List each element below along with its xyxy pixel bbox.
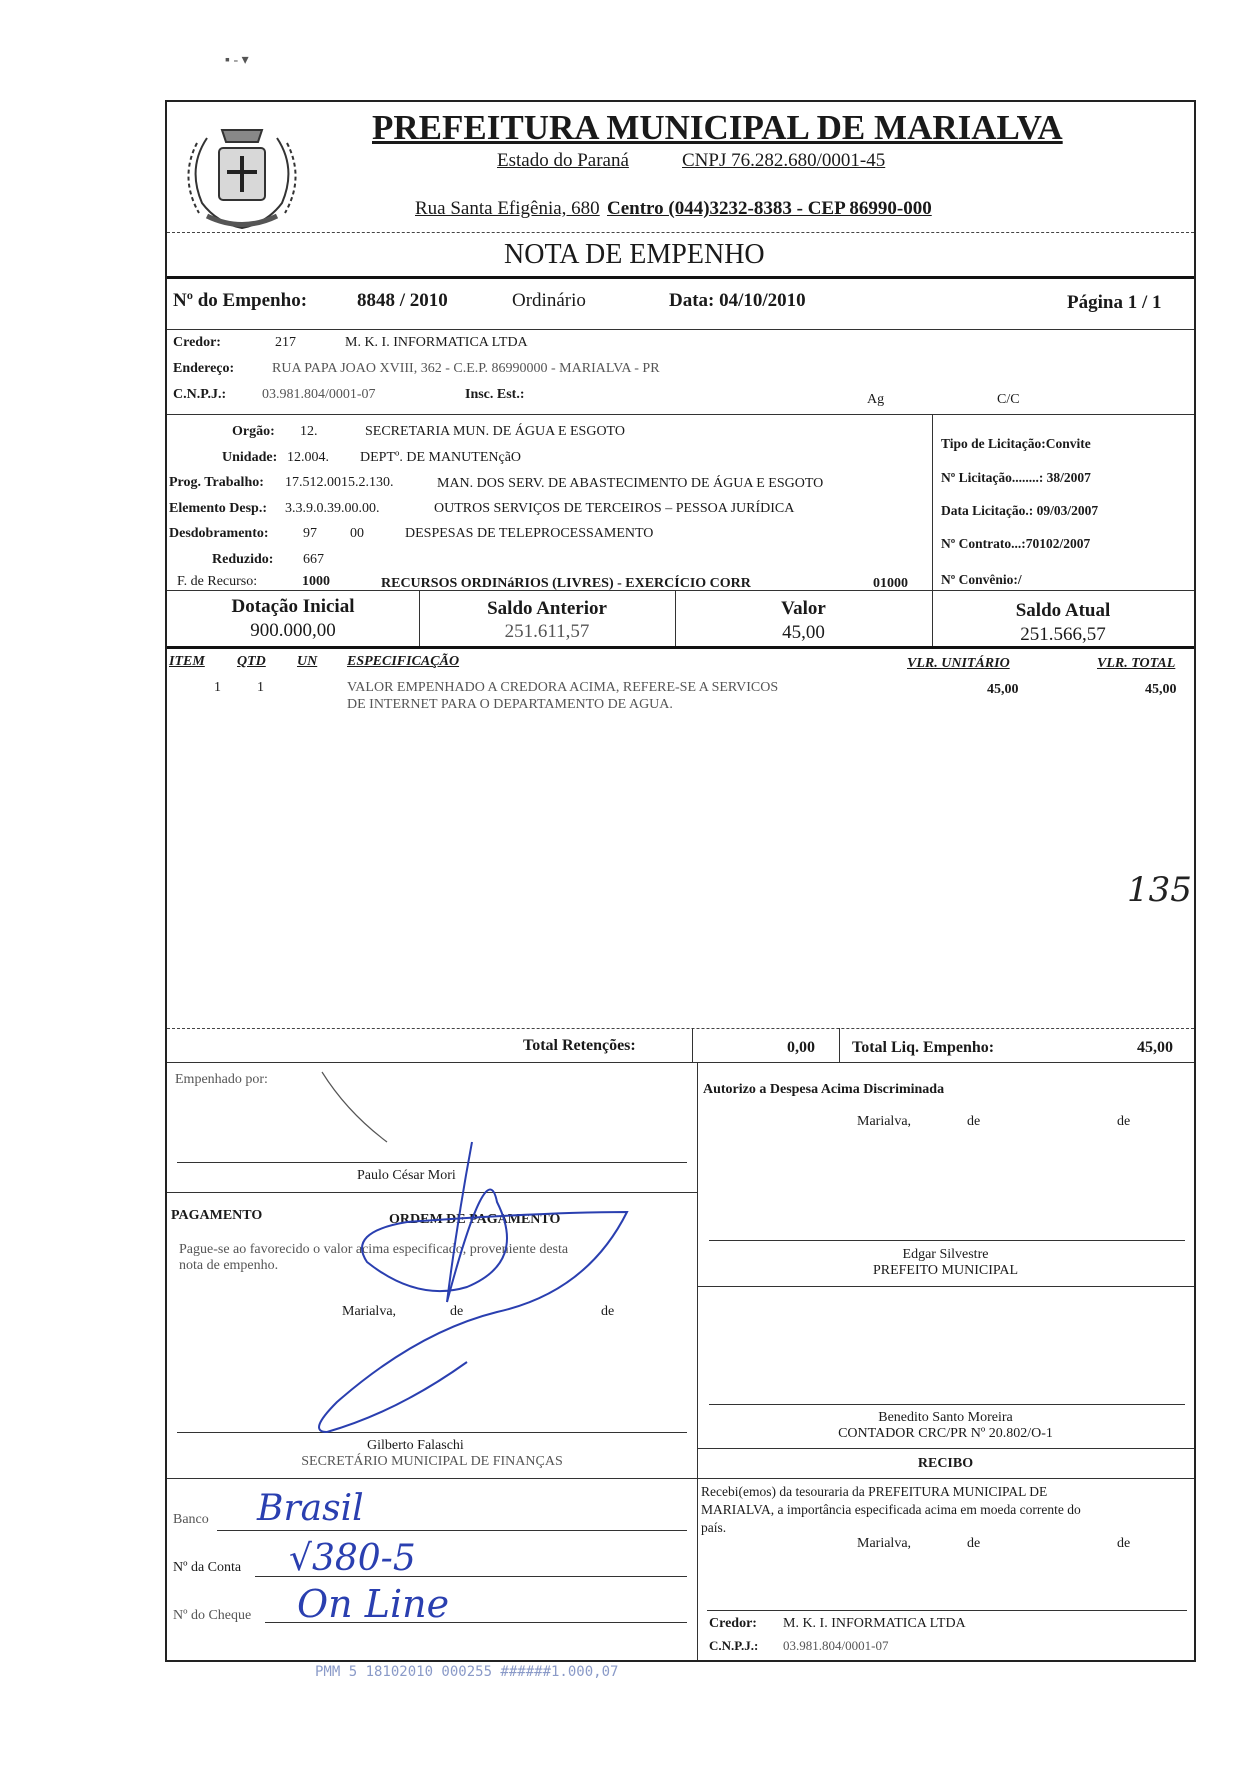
pagamento-de1: de (450, 1304, 464, 1319)
recibo-title: RECIBO (917, 1456, 974, 1471)
secretario-role: SECRETÁRIO MUNICIPAL DE FINANÇAS (301, 1454, 563, 1469)
saldo-anterior-label: Saldo Anterior (487, 598, 607, 619)
dotacao-inicial-label: Dotação Inicial (231, 596, 355, 617)
unidade-desc: DEPTº. DE MANUTENçãO (360, 450, 522, 465)
pagamento-place: Marialva, (342, 1304, 397, 1319)
recibo-credor-label: Credor: (709, 1616, 757, 1631)
conta-handwritten: √380-5 (289, 1538, 416, 1579)
recibo-place: Marialva, (857, 1536, 912, 1551)
valor-value: 45,00 (782, 622, 825, 643)
row-vlr-unitario: 45,00 (987, 682, 1019, 697)
prog-trabalho-label: Prog. Trabalho: (169, 475, 264, 490)
account-label: C/C (997, 392, 1020, 407)
row-spec-line1: VALOR EMPENHADO A CREDORA ACIMA, REFERE-SE A SERVICOS (347, 680, 779, 695)
empenho-type: Ordinário (512, 290, 586, 311)
recibo-text-line1: Recebi(emos) da tesouraria da PREFEITURA MUNICIPAL DE (701, 1484, 1048, 1499)
elemento-code: 3.3.9.0.39.00.00. (285, 501, 380, 516)
credor-cnpj: 03.981.804/0001-07 (262, 387, 376, 402)
nota-de-empenho-form (165, 100, 1196, 1662)
empenho-number: 8848 / 2010 (357, 290, 448, 311)
pagamento-de2: de (601, 1304, 615, 1319)
pagamento-text-line2: nota de empenho. (179, 1258, 279, 1273)
recurso-code: 1000 (302, 574, 330, 589)
credor-code: 217 (275, 335, 296, 350)
desdobramento-desc: DESPESAS DE TELEPROCESSAMENTO (405, 526, 654, 541)
elemento-desc: OUTROS SERVIÇOS DE TERCEIROS – PESSOA JURÍDICA (434, 501, 795, 516)
empenho-number-label: Nº do Empenho: (173, 290, 308, 311)
pagamento-text-line1: Pague-se ao favorecido o valor acima especificado, proveniente desta (179, 1242, 569, 1257)
col-qtd-header: QTD (237, 654, 266, 669)
recurso-label: F. de Recurso: (177, 574, 258, 589)
recibo-text-line2: MARIALVA, a importância especificada acima em moeda corrente do (701, 1502, 1081, 1517)
autorizo-de2: de (1117, 1114, 1131, 1129)
cnpj-field-label: C.N.P.J.: (173, 387, 227, 402)
unidade-code: 12.004. (287, 450, 329, 465)
footer-stamp: PMM 5 18102010 000255 ######1.000,07 (315, 1664, 619, 1680)
saldo-anterior-value: 251.611,57 (504, 621, 590, 642)
cheque-label: Nº do Cheque (173, 1608, 252, 1623)
pagamento-label: PAGAMENTO (171, 1208, 263, 1223)
conta-label: Nº da Conta (173, 1560, 242, 1575)
orgao-label: Orgão: (232, 424, 275, 439)
handwritten-page-mark: 135 (1127, 870, 1192, 910)
desdobramento-label: Desdobramento: (169, 526, 269, 541)
saldo-atual-label: Saldo Atual (1015, 600, 1111, 621)
recurso-num: 01000 (873, 576, 908, 591)
empenho-date: Data: 04/10/2010 (669, 290, 806, 311)
recibo-cnpj-label: C.N.P.J.: (709, 1638, 759, 1653)
recibo-text-line3: país. (701, 1520, 727, 1535)
agency-label: Ag (867, 392, 885, 407)
recurso-desc: RECURSOS ORDINáRIOS (LIVRES) - EXERCÍCIO CORR (381, 576, 751, 591)
col-un-header: UN (297, 654, 318, 669)
page-title: PREFEITURA MUNICIPAL DE MARIALVA (372, 108, 1063, 147)
row-spec-line2: DE INTERNET PARA O DEPARTAMENTO DE AGUA. (347, 697, 673, 712)
recibo-de2: de (1117, 1536, 1131, 1551)
row-vlr-total: 45,00 (1145, 682, 1177, 697)
data-licitacao: Data Licitação.: 09/03/2007 (941, 503, 1099, 518)
autorizo-de1: de (967, 1114, 981, 1129)
dotacao-inicial-value: 900.000,00 (250, 620, 336, 641)
banco-label: Banco (173, 1512, 209, 1527)
prog-trabalho-code: 17.512.0015.2.130. (285, 475, 394, 490)
tipo-licitacao: Tipo de Licitação:Convite (941, 436, 1091, 451)
col-especificacao-header: ESPECIFICAÇÃO (347, 654, 460, 669)
empenhado-por-label: Empenhado por: (175, 1072, 268, 1087)
recibo-cnpj: 03.981.804/0001-07 (783, 1638, 889, 1653)
prog-trabalho-desc: MAN. DOS SERV. DE ABASTECIMENTO DE ÁGUA E ESGOTO (437, 476, 824, 491)
page-number: Página 1 / 1 (1067, 292, 1162, 313)
desdobramento-code: 97 (303, 526, 317, 541)
total-liq-empenho-label: Total Liq. Empenho: (852, 1039, 995, 1056)
credor-address: RUA PAPA JOAO XVIII, 362 - C.E.P. 86990000 - MARIALVA - PR (272, 361, 660, 376)
orgao-code: 12. (300, 424, 318, 439)
recibo-credor-name: M. K. I. INFORMATICA LTDA (783, 1616, 966, 1631)
elemento-label: Elemento Desp.: (169, 501, 267, 516)
cnpj-label: CNPJ 76.282.680/0001-45 (682, 150, 886, 171)
ordem-pagamento-label: ORDEM DE PAGAMENTO (389, 1212, 561, 1227)
reduzido-value: 667 (303, 552, 324, 567)
credor-name: M. K. I. INFORMATICA LTDA (345, 335, 528, 350)
total-retencoes-label: Total Retenções: (523, 1037, 636, 1054)
row-item: 1 (214, 680, 221, 695)
empenhado-por-name: Paulo César Mori (357, 1168, 456, 1183)
address-label: Rua Santa Efigênia, 680 (415, 198, 600, 219)
col-vlr-unitario-header: VLR. UNITÁRIO (907, 656, 1010, 671)
contador-name: Benedito Santo Moreira (878, 1410, 1013, 1425)
numero-contrato: Nº Contrato...:70102/2007 (941, 536, 1091, 551)
desdobramento-sub: 00 (350, 526, 364, 541)
cheque-handwritten: On Line (297, 1582, 450, 1626)
state-label: Estado do Paraná (497, 150, 629, 171)
numero-licitacao: Nº Licitação........: 38/2007 (941, 470, 1091, 485)
prefeito-role: PREFEITO MUNICIPAL (872, 1263, 1019, 1278)
prefeito-name: Edgar Silvestre (902, 1247, 989, 1262)
total-retencoes-value: 0,00 (787, 1039, 815, 1056)
endereco-label: Endereço: (173, 361, 235, 376)
recibo-de1: de (967, 1536, 981, 1551)
contador-role: CONTADOR CRC/PR Nº 20.802/O-1 (838, 1426, 1053, 1441)
insc-est-label: Insc. Est.: (465, 387, 525, 402)
reduzido-label: Reduzido: (212, 552, 274, 567)
unidade-label: Unidade: (222, 450, 278, 465)
scan-marks: ▪ ‑ ▾ (225, 53, 249, 68)
secretario-name: Gilberto Falaschi (367, 1438, 464, 1453)
col-vlr-total-header: VLR. TOTAL (1097, 656, 1176, 671)
doc-title: NOTA DE EMPENHO (504, 239, 765, 270)
autorizo-label: Autorizo a Despesa Acima Discriminada (703, 1082, 945, 1097)
banco-handwritten: Brasil (257, 1488, 364, 1529)
numero-convenio: Nº Convênio:/ (941, 572, 1022, 587)
col-item-header: ITEM (169, 654, 205, 669)
contact-label: Centro (044)3232-8383 - CEP 86990-000 (607, 198, 932, 219)
row-qtd: 1 (257, 680, 264, 695)
handwritten-signatures-icon (167, 102, 1194, 1660)
valor-label: Valor (781, 598, 826, 619)
orgao-desc: SECRETARIA MUN. DE ÁGUA E ESGOTO (365, 424, 625, 439)
autorizo-place: Marialva, (857, 1114, 912, 1129)
credor-label: Credor: (173, 335, 221, 350)
saldo-atual-value: 251.566,57 (1020, 624, 1106, 645)
total-liq-empenho-value: 45,00 (1137, 1039, 1173, 1056)
